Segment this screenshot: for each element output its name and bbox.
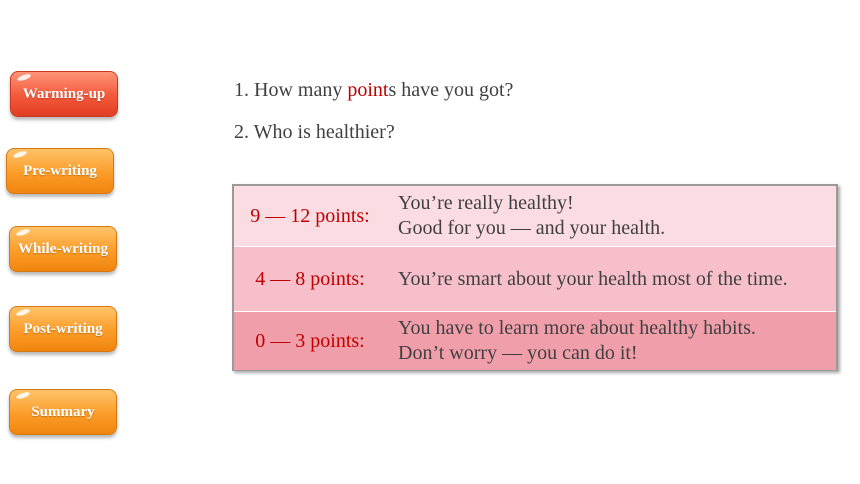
question-1 <box>234 79 513 102</box>
question-1-highlight: point <box>347 79 389 101</box>
question-2: 2. Who is healthier? <box>234 121 395 143</box>
table-row <box>234 186 836 246</box>
nav-button-label: Post-writing <box>23 320 103 337</box>
points-description <box>398 186 832 246</box>
description-line: You’re really healthy! <box>398 192 574 214</box>
points-description <box>398 312 832 370</box>
question-1-text-start: 1. How many <box>234 79 348 101</box>
description-line: Good for you — and your health. <box>398 217 666 239</box>
nav-button-while-writing[interactable] <box>9 226 117 272</box>
points-description <box>398 247 832 312</box>
nav-button-summary[interactable] <box>9 389 117 435</box>
nav-button-label: Pre-writing <box>23 162 97 179</box>
nav-button-warming-up[interactable] <box>10 71 118 117</box>
score-table <box>232 184 838 371</box>
nav-button-label: While-writing <box>18 240 108 257</box>
table-row <box>234 311 836 370</box>
table-row <box>234 246 836 312</box>
points-range: 4 — 8 points: <box>255 268 365 290</box>
question-1-text-end: s have you got? <box>388 79 514 101</box>
description-line: You’re smart about your health most of the time. <box>398 268 788 290</box>
description-line: Don’t worry — you can do it! <box>398 342 638 364</box>
points-range: 0 — 3 points: <box>255 329 365 352</box>
nav-button-label: Summary <box>31 403 95 420</box>
nav-button-pre-writing[interactable] <box>6 148 114 194</box>
description-line: You have to learn more about healthy habits. <box>398 317 756 339</box>
points-range: 9 — 12 points: <box>250 204 370 227</box>
nav-button-label: Warming-up <box>22 85 106 102</box>
nav-button-post-writing[interactable] <box>9 306 117 352</box>
